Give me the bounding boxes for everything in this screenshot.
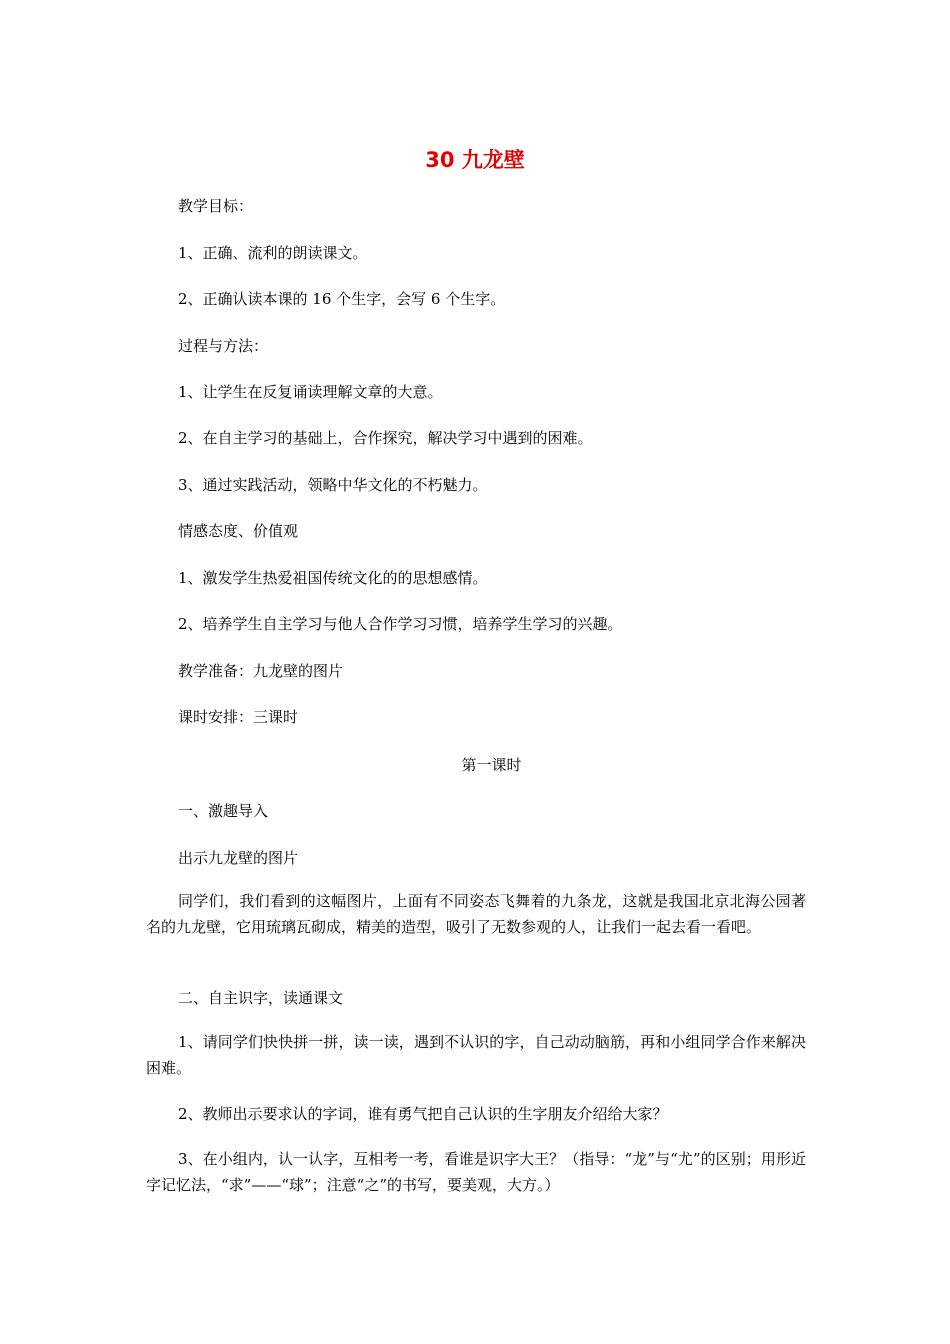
literacy-item-1: 1、请同学们快快拼一拼，读一读，遇到不认识的字，自己动动脑筋，再和小组同学合作来解决困难。 — [146, 1033, 806, 1077]
method-item-3: 3、通过实践活动，领略中华文化的不朽魅力。 — [178, 476, 488, 494]
section-intro-heading: 一、激趣导入 — [178, 802, 269, 820]
method-item-2: 2、在自主学习的基础上，合作探究，解决学习中遇到的困难。 — [178, 429, 593, 447]
class-schedule: 课时安排：三课时 — [178, 708, 299, 726]
section-literacy-heading: 二、自主识字，读通课文 — [178, 989, 344, 1007]
goal-item-2: 2、正确认读本课的 16 个生字，会写 6 个生字。 — [178, 290, 506, 308]
literacy-item-3: 3、在小组内，认一认字，互相考一考，看谁是识字大王？（指导：“龙”与“尤”的区别；用形近字记忆法，“求”——“球”；注意“之”的书写，要美观，大方。） — [146, 1150, 806, 1194]
method-item-1: 1、让学生在反复诵读理解文章的大意。 — [178, 383, 443, 401]
show-picture-line: 出示九龙壁的图片 — [178, 849, 299, 867]
teaching-preparation: 教学准备：九龙壁的图片 — [178, 662, 344, 680]
emotion-values-heading: 情感态度、价值观 — [178, 522, 299, 540]
goal-item-1: 1、正确、流利的朗读课文。 — [178, 244, 368, 262]
emotion-item-1: 1、激发学生热爱祖国传统文化的的思想感情。 — [178, 569, 488, 587]
lesson-heading: 第一课时 — [461, 756, 522, 774]
document-title: 30 九龙壁 — [425, 148, 525, 172]
literacy-item-2: 2、教师出示要求认的字词，谁有勇气把自己认识的生字朋友介绍给大家？ — [178, 1105, 668, 1123]
process-methods-heading: 过程与方法： — [178, 337, 269, 355]
intro-paragraph: 同学们，我们看到的这幅图片，上面有不同姿态飞舞着的九条龙，这就是我国北京北海公园著名的九龙壁，它用琉璃瓦砌成，精美的造型，吸引了无数参观的人，让我们一起去看一看吧。 — [146, 892, 806, 936]
teaching-goals-heading: 教学目标： — [178, 197, 254, 215]
emotion-item-2: 2、培养学生自主学习与他人合作学习习惯，培养学生学习的兴趣。 — [178, 615, 623, 633]
